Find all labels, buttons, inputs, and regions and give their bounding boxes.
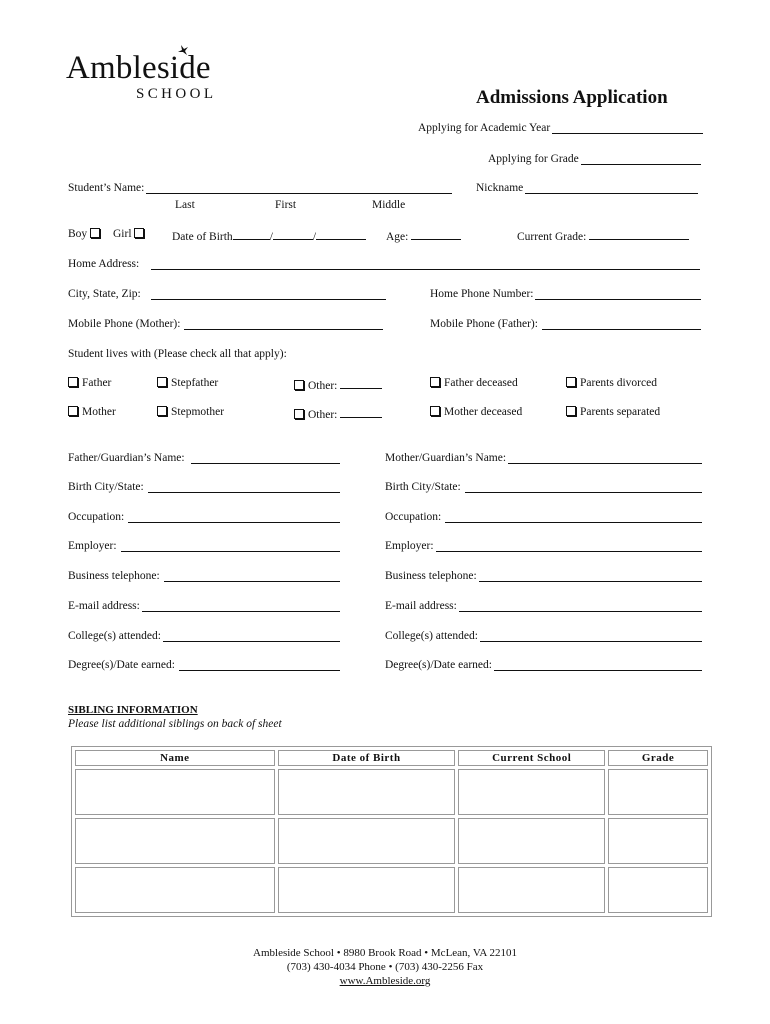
lives-mother-option[interactable]: Mother — [68, 406, 116, 418]
father-business-phone-field: Business telephone: — [68, 570, 340, 582]
mother-college-input[interactable] — [480, 630, 702, 642]
checkbox[interactable] — [294, 380, 304, 390]
bird-logo-icon — [176, 43, 190, 57]
city-state-zip-input[interactable] — [151, 288, 386, 300]
mother-employer-field: Employer: — [385, 540, 702, 552]
lives-stepfather-option[interactable]: Stepfather — [157, 377, 218, 389]
column-header-grade: Grade — [608, 750, 708, 766]
sibling-school-cell[interactable] — [458, 867, 605, 913]
mother-occupation-field: Occupation: — [385, 511, 702, 523]
father-business-phone-input[interactable] — [164, 570, 340, 582]
checkbox[interactable] — [68, 377, 78, 387]
mother-employer-input[interactable] — [436, 540, 702, 552]
school-logo-subtitle: SCHOOL — [136, 86, 217, 102]
middle-name-caption: Middle — [372, 199, 406, 211]
page-title: Admissions Application — [476, 87, 668, 108]
home-phone-input[interactable] — [535, 288, 701, 300]
dob-month-input[interactable] — [233, 228, 270, 240]
sibling-name-cell[interactable] — [75, 818, 275, 864]
other-input-1[interactable] — [340, 377, 382, 389]
mobile-mother-field: Mobile Phone (Mother): — [68, 318, 383, 330]
sibling-school-cell[interactable] — [458, 818, 605, 864]
lives-parents-separated-option[interactable]: Parents separated — [566, 406, 660, 418]
mother-birth-field: Birth City/State: — [385, 481, 702, 493]
grade-input[interactable] — [581, 153, 701, 165]
school-logo-name: Ambleside — [66, 50, 211, 86]
home-address-field: Home Address: — [68, 258, 700, 270]
mother-name-input[interactable] — [508, 452, 702, 464]
student-name-field: Student’s Name: — [68, 182, 452, 194]
other-input-2[interactable] — [340, 406, 382, 418]
father-degree-field: Degree(s)/Date earned: — [68, 659, 340, 671]
footer-address: Ambleside School • 8980 Brook Road • McLean, VA 22101 — [253, 947, 517, 959]
sibling-dob-cell[interactable] — [278, 867, 456, 913]
lives-parents-divorced-option[interactable]: Parents divorced — [566, 377, 657, 389]
mother-degree-input[interactable] — [494, 659, 702, 671]
sibling-dob-cell[interactable] — [278, 769, 456, 815]
mother-degree-field: Degree(s)/Date earned: — [385, 659, 702, 671]
father-birth-field: Birth City/State: — [68, 481, 340, 493]
academic-year-field: Applying for Academic Year — [418, 122, 703, 134]
checkbox[interactable] — [566, 406, 576, 416]
sibling-name-cell[interactable] — [75, 867, 275, 913]
mother-business-phone-input[interactable] — [479, 570, 702, 582]
father-email-input[interactable] — [142, 600, 340, 612]
home-address-input[interactable] — [151, 258, 700, 270]
mother-business-phone-field: Business telephone: — [385, 570, 702, 582]
grade-field: Applying for Grade — [488, 153, 701, 165]
father-degree-input[interactable] — [179, 659, 340, 671]
column-header-school: Current School — [458, 750, 605, 766]
dob-day-input[interactable] — [273, 228, 313, 240]
table-row — [75, 867, 708, 913]
checkbox[interactable] — [157, 406, 167, 416]
sibling-table — [71, 746, 712, 917]
father-occupation-input[interactable] — [128, 511, 340, 523]
father-occupation-field: Occupation: — [68, 511, 340, 523]
sibling-section-title: SIBLING INFORMATION — [68, 704, 198, 716]
mother-email-field: E-mail address: — [385, 600, 702, 612]
lives-father-deceased-option[interactable]: Father deceased — [430, 377, 518, 389]
sibling-grade-cell[interactable] — [608, 818, 708, 864]
lives-other-option-2[interactable]: Other: — [294, 406, 382, 421]
mother-occupation-input[interactable] — [445, 511, 702, 523]
checkbox[interactable] — [566, 377, 576, 387]
footer — [0, 946, 770, 988]
dob-year-input[interactable] — [316, 228, 366, 240]
lives-other-option-1[interactable]: Other: — [294, 377, 382, 392]
sibling-grade-cell[interactable] — [608, 867, 708, 913]
mother-birth-input[interactable] — [465, 481, 702, 493]
first-name-caption: First — [275, 199, 297, 211]
sibling-section-note: Please list additional siblings on back of sheet — [68, 718, 282, 730]
column-header-name: Name — [75, 750, 275, 766]
mother-email-input[interactable] — [459, 600, 702, 612]
checkbox[interactable] — [157, 377, 167, 387]
mother-name-field: Mother/Guardian’s Name: — [385, 452, 702, 464]
girl-checkbox[interactable] — [134, 228, 144, 238]
boy-option[interactable]: Boy — [68, 228, 104, 240]
sibling-school-cell[interactable] — [458, 769, 605, 815]
table-row — [75, 769, 708, 815]
girl-option[interactable]: Girl — [113, 228, 148, 240]
father-college-input[interactable] — [163, 630, 340, 642]
sibling-grade-cell[interactable] — [608, 769, 708, 815]
father-email-field: E-mail address: — [68, 600, 340, 612]
lives-stepmother-option[interactable]: Stepmother — [157, 406, 224, 418]
age-field: Age: — [386, 228, 461, 243]
boy-checkbox[interactable] — [90, 228, 100, 238]
current-grade-field: Current Grade: — [517, 228, 689, 243]
student-name-input[interactable] — [146, 182, 452, 194]
mobile-father-input[interactable] — [542, 318, 701, 330]
mobile-mother-input[interactable] — [184, 318, 383, 330]
nickname-field: Nickname — [476, 182, 698, 194]
father-birth-input[interactable] — [148, 481, 340, 493]
table-header-row — [75, 750, 708, 766]
father-college-field: College(s) attended: — [68, 630, 340, 642]
checkbox[interactable] — [68, 406, 78, 416]
current-grade-input[interactable] — [589, 228, 689, 240]
father-employer-field: Employer: — [68, 540, 340, 552]
mother-college-field: College(s) attended: — [385, 630, 702, 642]
mobile-father-field: Mobile Phone (Father): — [430, 318, 701, 330]
city-state-zip-field: City, State, Zip: — [68, 288, 386, 300]
checkbox[interactable] — [294, 409, 304, 419]
checkbox[interactable] — [430, 406, 440, 416]
father-employer-input[interactable] — [121, 540, 340, 552]
footer-phone: (703) 430-4034 Phone • (703) 430-2256 Fax — [286, 961, 484, 973]
dob-field: Date of Birth / / — [172, 228, 366, 243]
checkbox[interactable] — [430, 377, 440, 387]
home-phone-field: Home Phone Number: — [430, 288, 701, 300]
sibling-dob-cell[interactable] — [278, 818, 456, 864]
father-name-input[interactable] — [191, 452, 340, 464]
lives-with-prompt: Student lives with (Please check all that apply): — [68, 348, 287, 360]
nickname-input[interactable] — [525, 182, 698, 194]
lives-mother-deceased-option[interactable]: Mother deceased — [430, 406, 522, 418]
age-input[interactable] — [411, 228, 461, 240]
footer-website-link[interactable]: www.Ambleside.org — [339, 975, 431, 987]
lives-father-option[interactable]: Father — [68, 377, 111, 389]
last-name-caption: Last — [175, 199, 195, 211]
table-row — [75, 818, 708, 864]
column-header-dob: Date of Birth — [278, 750, 456, 766]
father-name-field: Father/Guardian’s Name: — [68, 452, 340, 464]
academic-year-input[interactable] — [552, 122, 703, 134]
sibling-name-cell[interactable] — [75, 769, 275, 815]
